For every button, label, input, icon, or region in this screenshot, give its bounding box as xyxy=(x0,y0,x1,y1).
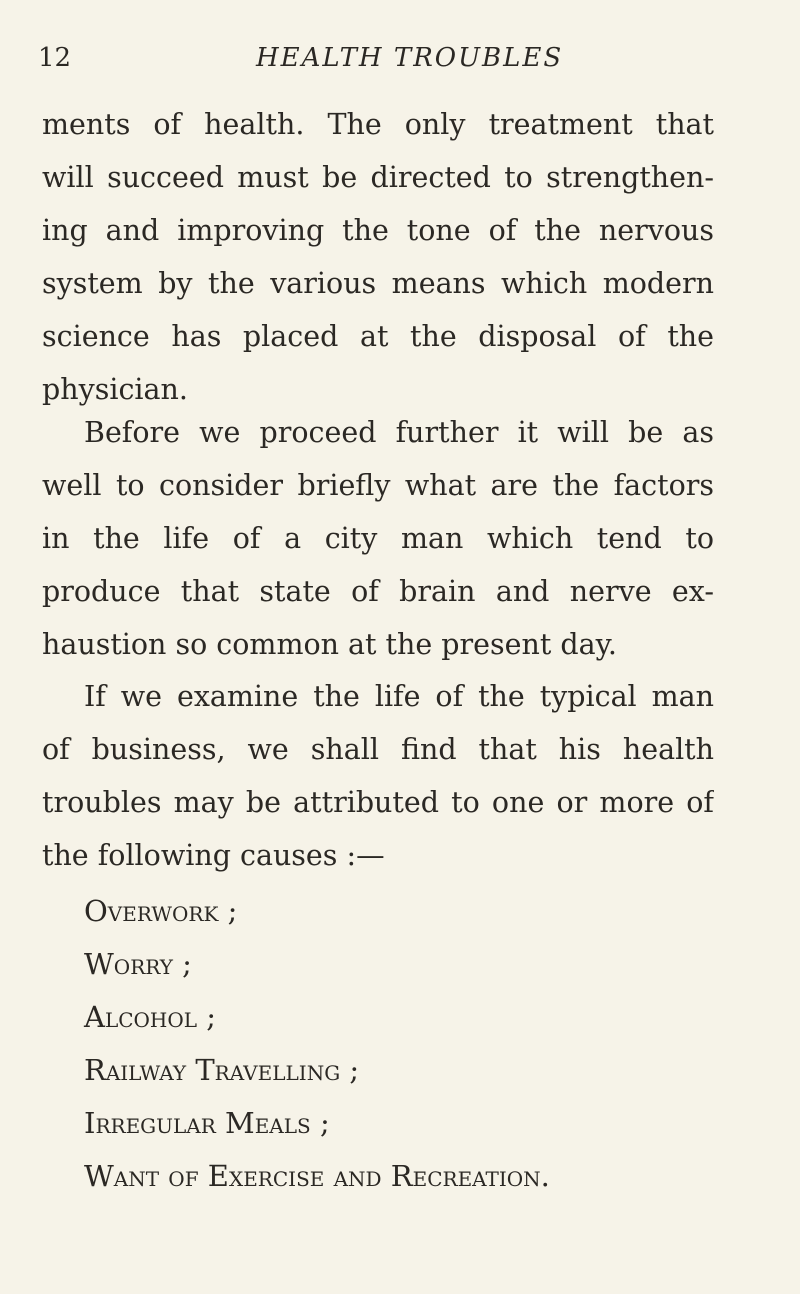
cause-item: Want of Exercise and Recreation. xyxy=(84,1159,550,1193)
text-line: of business, we shall find that his health xyxy=(42,733,714,766)
cause-item: Railway Travelling ; xyxy=(84,1053,360,1087)
text-line: the following causes :— xyxy=(42,839,385,872)
text-line: physician. xyxy=(42,373,188,406)
causes-list xyxy=(84,885,550,1203)
text-line: system by the various means which modern xyxy=(42,267,714,300)
paragraph-3 xyxy=(42,670,714,882)
text-line: science has placed at the disposal of the xyxy=(42,320,714,353)
text-line: will succeed must be directed to strengthen- xyxy=(42,161,714,194)
text-line: If we examine the life of the typical man xyxy=(84,680,714,713)
cause-item: Alcohol ; xyxy=(84,1000,217,1034)
text-line: in the life of a city man which tend to xyxy=(42,522,714,555)
page-number: 12 xyxy=(38,43,72,73)
text-line: haustion so common at the present day. xyxy=(42,628,617,661)
text-line: produce that state of brain and nerve ex- xyxy=(42,575,714,608)
paragraph-2 xyxy=(42,406,714,671)
cause-item: Overwork ; xyxy=(84,894,238,928)
text-line: ments of health. The only treatment that xyxy=(42,108,714,141)
text-line: Before we proceed further it will be as xyxy=(84,416,714,449)
cause-item: Irregular Meals ; xyxy=(84,1106,330,1140)
text-line: well to consider briefly what are the factors xyxy=(42,469,714,502)
running-head xyxy=(38,38,740,78)
cause-item: Worry ; xyxy=(84,947,192,981)
text-line: troubles may be attributed to one or more of xyxy=(42,786,714,819)
running-title: HEALTH TROUBLES xyxy=(256,43,564,73)
paragraph-1 xyxy=(42,98,714,416)
text-line: ing and improving the tone of the nervous xyxy=(42,214,714,247)
